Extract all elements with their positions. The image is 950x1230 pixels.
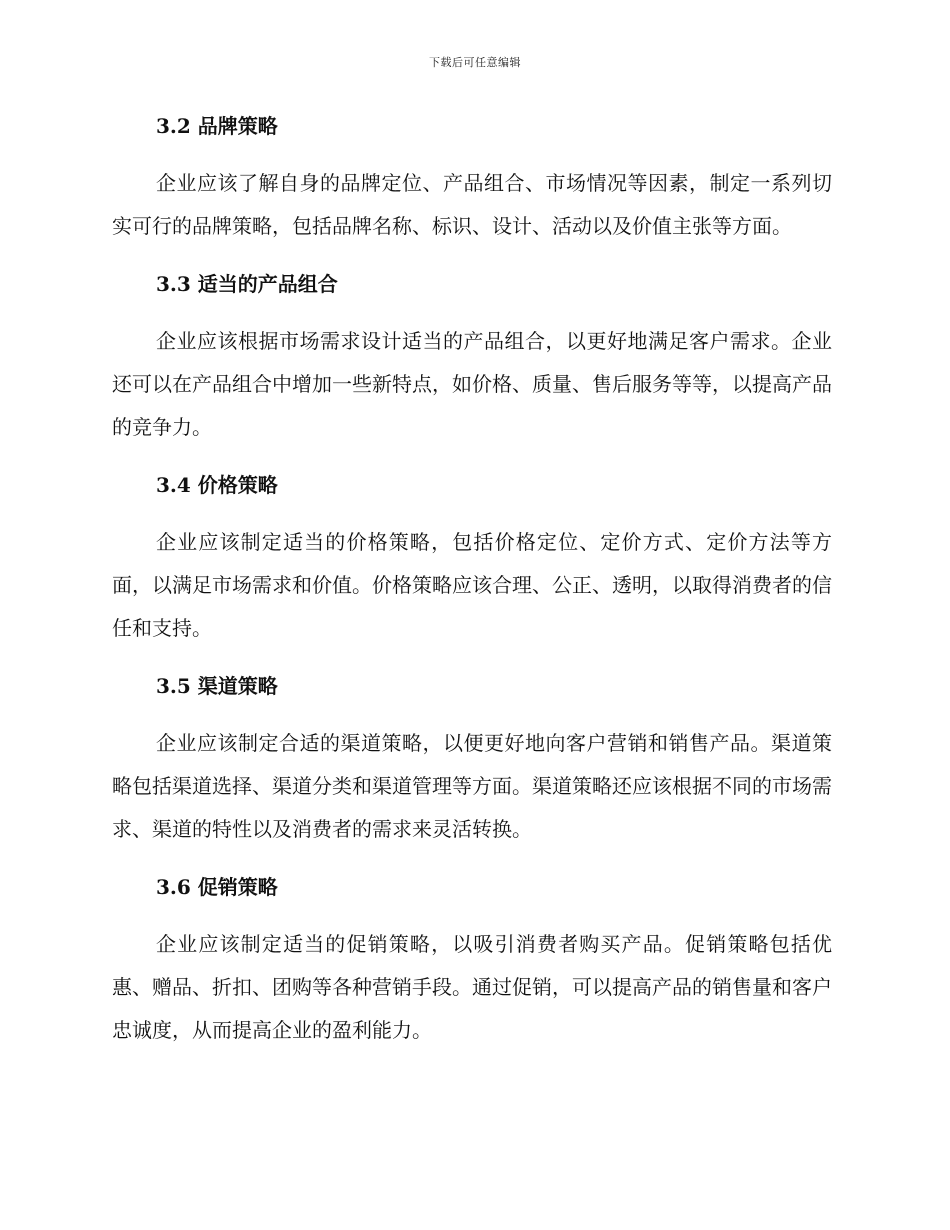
section-brand-strategy — [112, 110, 832, 248]
section-product-mix — [112, 268, 832, 449]
section-paragraph: 企业应该制定适当的价格策略，包括价格定位、定价方式、定价方法等方面，以满足市场需求和价值。价格策略应该合理、公正、透明，以取得消费者的信任和支持。 — [112, 530, 832, 640]
header-note: 下载后可任意编辑 — [429, 56, 521, 69]
section-price-strategy — [112, 469, 832, 650]
section-heading: 3.3 适当的产品组合 — [156, 272, 338, 296]
section-promotion-strategy — [112, 871, 832, 1052]
section-heading: 3.5 渠道策略 — [156, 674, 278, 698]
section-heading: 3.6 促销策略 — [156, 875, 278, 899]
section-paragraph: 企业应该制定合适的渠道策略，以便更好地向客户营销和销售产品。渠道策略包括渠道选择、渠道分类和渠道管理等方面。渠道策略还应该根据不同的市场需求、渠道的特性以及消费者的需求来灵活转换。 — [112, 731, 832, 841]
section-heading: 3.4 价格策略 — [156, 473, 278, 497]
document-content — [112, 110, 832, 1072]
section-paragraph: 企业应该制定适当的促销策略，以吸引消费者购买产品。促销策略包括优惠、赠品、折扣、团购等各种营销手段。通过促销，可以提高产品的销售量和客户忠诚度，从而提高企业的盈利能力。 — [112, 932, 832, 1042]
section-paragraph: 企业应该根据市场需求设计适当的产品组合，以更好地满足客户需求。企业还可以在产品组合中增加一些新特点，如价格、质量、售后服务等等，以提高产品的竞争力。 — [112, 329, 832, 439]
section-paragraph: 企业应该了解自身的品牌定位、产品组合、市场情况等因素，制定一系列切实可行的品牌策略，包括品牌名称、标识、设计、活动以及价值主张等方面。 — [112, 171, 832, 238]
section-heading: 3.2 品牌策略 — [156, 114, 278, 138]
section-channel-strategy — [112, 670, 832, 851]
